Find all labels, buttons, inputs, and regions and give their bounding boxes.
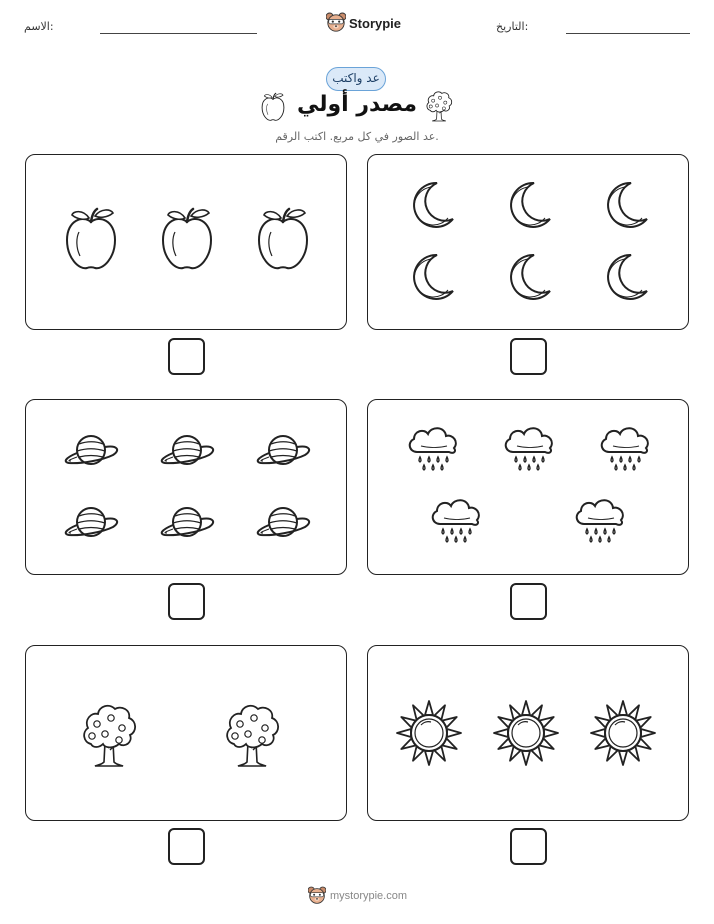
rain-cloud-icon (433, 500, 479, 542)
apple-tree-icon (424, 90, 454, 122)
sun-icon (591, 701, 655, 765)
bear-logo-icon (308, 886, 326, 906)
apple-icon (163, 209, 211, 268)
answer-box-rain-clouds[interactable] (510, 583, 547, 620)
worksheet-title: مصدر أولي (296, 92, 418, 117)
planet-icon (66, 436, 117, 464)
count-panel-apples (25, 154, 347, 330)
rain-clouds-illustration (368, 400, 690, 576)
moon-icon (608, 255, 647, 299)
moon-icon (608, 183, 647, 227)
planet-icon (66, 508, 117, 536)
worksheet-badge: عد واكتب (326, 67, 386, 91)
rain-cloud-icon (506, 428, 552, 470)
planet-icon (258, 436, 309, 464)
brand-logo (326, 12, 401, 34)
apple-icon (258, 92, 288, 122)
sun-icon (397, 701, 461, 765)
footer (308, 886, 407, 906)
apple-tree-icon (84, 706, 135, 766)
footer-url[interactable]: mystorypie.com (330, 890, 408, 902)
planet-icon (258, 508, 309, 536)
answer-box-suns[interactable] (510, 828, 547, 865)
rain-cloud-icon (577, 500, 623, 542)
answer-box-moons[interactable] (510, 338, 547, 375)
moon-icon (511, 183, 550, 227)
answer-box-planets[interactable] (168, 583, 205, 620)
count-panel-trees (25, 645, 347, 821)
count-panel-planets (25, 399, 347, 575)
brand-name: Storypie (349, 15, 402, 31)
apples-illustration (26, 155, 348, 331)
rain-cloud-icon (602, 428, 648, 470)
date-line[interactable] (566, 33, 690, 34)
name-label: الاسم: (24, 20, 54, 33)
apple-tree-icon (227, 706, 278, 766)
count-panel-suns (367, 645, 689, 821)
moon-icon (511, 255, 550, 299)
answer-box-trees[interactable] (168, 828, 205, 865)
planet-icon (162, 436, 213, 464)
sun-icon (494, 701, 558, 765)
planets-illustration (26, 400, 348, 576)
suns-illustration (368, 646, 690, 822)
moon-icon (414, 255, 453, 299)
count-panel-rain-clouds (367, 399, 689, 575)
rain-cloud-icon (410, 428, 456, 470)
name-line[interactable] (100, 33, 257, 34)
count-panel-moons (367, 154, 689, 330)
apple-icon (67, 209, 115, 268)
date-label: التاريخ: (496, 20, 529, 33)
apple-icon (259, 209, 307, 268)
worksheet-instructions: عد الصور في كل مربع. اكتب الرقم. (275, 130, 439, 143)
moons-illustration (368, 155, 690, 331)
planet-icon (162, 508, 213, 536)
answer-box-apples[interactable] (168, 338, 205, 375)
trees-illustration (26, 646, 348, 822)
bear-logo-icon (326, 12, 346, 34)
moon-icon (414, 183, 453, 227)
